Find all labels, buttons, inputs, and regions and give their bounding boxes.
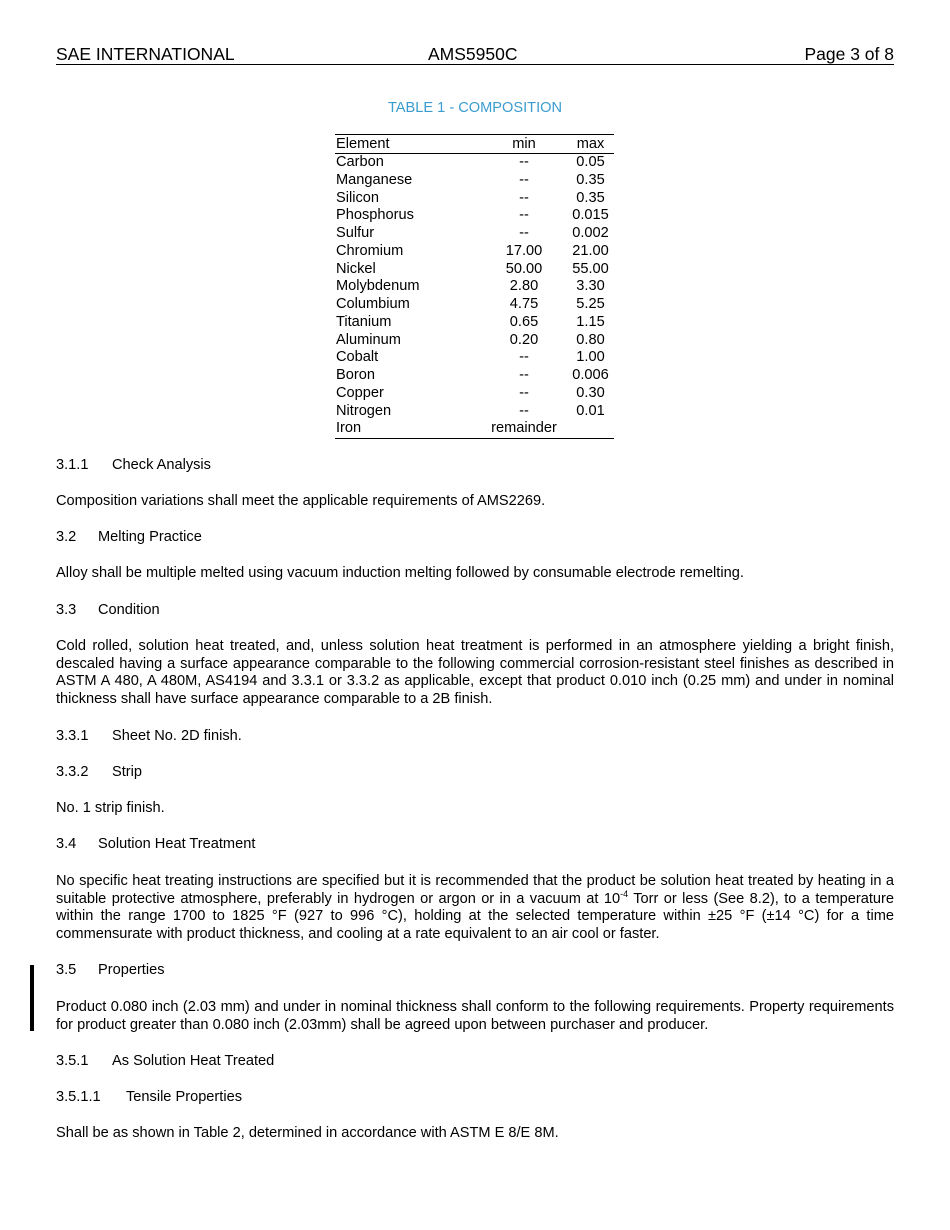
section-title: Sheet No. 2D finish. <box>112 728 242 744</box>
section-3-5-1-heading <box>56 1053 894 1071</box>
max-cell: 21.00 <box>572 242 609 259</box>
section-number: 3.3.2 <box>56 764 89 780</box>
section-3-3-2-body: No. 1 strip finish. <box>56 800 165 816</box>
element-cell: Silicon <box>336 189 379 206</box>
section-title: Condition <box>98 602 160 618</box>
composition-table <box>335 134 614 439</box>
section-title: Check Analysis <box>112 457 211 473</box>
table-row <box>335 207 614 225</box>
section-number: 3.5 <box>56 962 77 978</box>
element-cell: Titanium <box>336 313 392 330</box>
min-cell: 4.75 <box>509 296 539 312</box>
max-cell: 5.25 <box>576 296 605 312</box>
element-cell: Chromium <box>336 242 404 259</box>
max-cell: 0.002 <box>572 225 609 241</box>
section-3-3-heading <box>56 602 894 620</box>
table-row <box>335 225 614 243</box>
section-3-4-heading <box>56 836 894 854</box>
section-title: Tensile Properties <box>126 1089 242 1105</box>
max-cell: 3.30 <box>576 278 605 295</box>
table-body <box>335 154 614 438</box>
max-cell: 0.35 <box>576 171 605 188</box>
section-title: Properties <box>98 962 165 978</box>
table-row <box>335 172 614 190</box>
element-cell: Manganese <box>336 171 413 188</box>
max-cell: 0.35 <box>576 189 605 206</box>
body-text-part-1: No specific heat treating instructions are specified but it is recommended that the product be solution heat treated by heating in a suitable protective atmosphere, preferably in hydrogen or argon or in a vacuum at 10 <box>56 873 894 907</box>
max-cell: 1.00 <box>576 349 605 366</box>
min-cell: 50.00 <box>505 260 543 277</box>
element-cell: Nickel <box>336 260 376 277</box>
page-header <box>56 44 894 65</box>
section-number: 3.5.1 <box>56 1053 89 1069</box>
table-row <box>335 403 614 421</box>
section-number: 3.3 <box>56 602 77 618</box>
min-cell: 0.20 <box>509 331 539 348</box>
element-cell: Aluminum <box>336 331 401 348</box>
max-cell: 55.00 <box>572 260 609 277</box>
exponent-superscript: -4 <box>620 888 629 899</box>
table-row <box>335 420 614 438</box>
min-cell: -- <box>519 154 529 170</box>
min-cell: -- <box>519 402 529 419</box>
body-text-part-2: Torr or less (See 8.2), to a temperature within the range 1700 to 1825 °F (927 to 996 °C), holding at the selected temperature within ±25 °F (±14 °C) for a time commensurate with product thickness, and cooling at a rate equivalent to an air cool or faster. <box>56 890 894 942</box>
element-cell: Sulfur <box>336 225 375 241</box>
table-row <box>335 349 614 367</box>
table-row <box>335 332 614 350</box>
section-3-5-1-1-body: Shall be as shown in Table 2, determined in accordance with ASTM E 8/E 8M. <box>56 1125 559 1141</box>
section-3-2-body: Alloy shall be multiple melted using vacuum induction melting followed by consumable electrode remelting. <box>56 565 744 581</box>
section-3-1-1-body: Composition variations shall meet the applicable requirements of AMS2269. <box>56 493 546 509</box>
min-cell: -- <box>519 349 529 366</box>
column-header-element: Element <box>336 136 390 152</box>
min-cell: -- <box>519 384 529 401</box>
header-doc-number: AMS5950C <box>428 44 518 64</box>
min-cell: -- <box>519 207 529 224</box>
element-cell: Phosphorus <box>336 207 414 224</box>
section-number: 3.3.1 <box>56 728 89 744</box>
section-3-3-1-heading <box>56 728 894 746</box>
header-page-number: Page 3 of 8 <box>804 44 894 64</box>
column-header-max: max <box>576 136 605 152</box>
element-cell: Cobalt <box>336 349 379 366</box>
table-row <box>335 154 614 172</box>
section-number: 3.2 <box>56 529 77 545</box>
section-title: As Solution Heat Treated <box>112 1053 275 1069</box>
column-header-min: min <box>512 136 536 152</box>
section-3-4-body <box>56 873 894 943</box>
section-number: 3.1.1 <box>56 457 89 473</box>
min-cell: 2.80 <box>509 278 539 295</box>
element-cell: Copper <box>336 384 384 401</box>
table-row <box>335 190 614 208</box>
max-cell: 0.30 <box>576 384 605 401</box>
max-cell: 0.01 <box>576 402 605 419</box>
element-cell: Columbium <box>336 296 410 312</box>
section-3-5-body: Product 0.080 inch (2.03 mm) and under in nominal thickness shall conform to the following requirements. Property requirements for product greater than 0.080 inch (2.03mm) shall be agreed upon between purchaser and producer. <box>56 999 894 1033</box>
element-cell: Nitrogen <box>336 402 392 419</box>
table-header-row <box>335 135 614 154</box>
max-cell: 0.05 <box>576 154 605 170</box>
max-cell: 1.15 <box>576 313 605 330</box>
section-3-3-2-heading <box>56 764 894 782</box>
section-3-1-1-heading <box>56 457 894 475</box>
table-1-title: TABLE 1 - COMPOSITION <box>387 100 563 116</box>
min-cell: 0.65 <box>509 313 539 330</box>
table-row <box>335 261 614 279</box>
table-row <box>335 296 614 314</box>
section-3-5-1-1-heading <box>56 1089 894 1107</box>
table-row <box>335 278 614 296</box>
section-number: 3.4 <box>56 836 77 852</box>
min-cell: -- <box>519 225 529 241</box>
table-row <box>335 367 614 385</box>
revision-change-bar <box>30 965 34 1031</box>
min-cell: -- <box>519 367 529 383</box>
section-number: 3.5.1.1 <box>56 1089 101 1105</box>
min-cell: remainder <box>491 420 557 437</box>
min-cell: -- <box>519 189 529 206</box>
max-cell: 0.006 <box>572 367 609 383</box>
element-cell: Iron <box>336 420 362 437</box>
section-3-2-heading <box>56 529 894 547</box>
section-title: Strip <box>112 764 143 780</box>
section-title: Solution Heat Treatment <box>98 836 256 852</box>
table-row <box>335 385 614 403</box>
element-cell: Carbon <box>336 154 384 170</box>
section-title: Melting Practice <box>98 529 202 545</box>
section-3-5-heading <box>56 962 894 980</box>
min-cell: -- <box>519 171 529 188</box>
table-row <box>335 243 614 261</box>
section-3-3-body: Cold rolled, solution heat treated, and, unless solution heat treatment is performed in an atmosphere yielding a bright finish, descaled having a surface appearance comparable to the following commercial corrosion-resistant steel finishes as described in ASTM A 480, A 480M, AS4194 and 3.3.1 or 3.3.2 as applicable, except that product 0.010 inch (0.25 mm) and under in nominal thickness shall have surface appearance comparable to a 2B finish. <box>56 638 894 707</box>
max-cell: 0.80 <box>576 331 605 348</box>
element-cell: Molybdenum <box>336 278 420 295</box>
element-cell: Boron <box>336 367 375 383</box>
table-row <box>335 314 614 332</box>
min-cell: 17.00 <box>505 242 543 259</box>
max-cell: 0.015 <box>572 207 609 224</box>
header-org: SAE INTERNATIONAL <box>56 44 235 64</box>
